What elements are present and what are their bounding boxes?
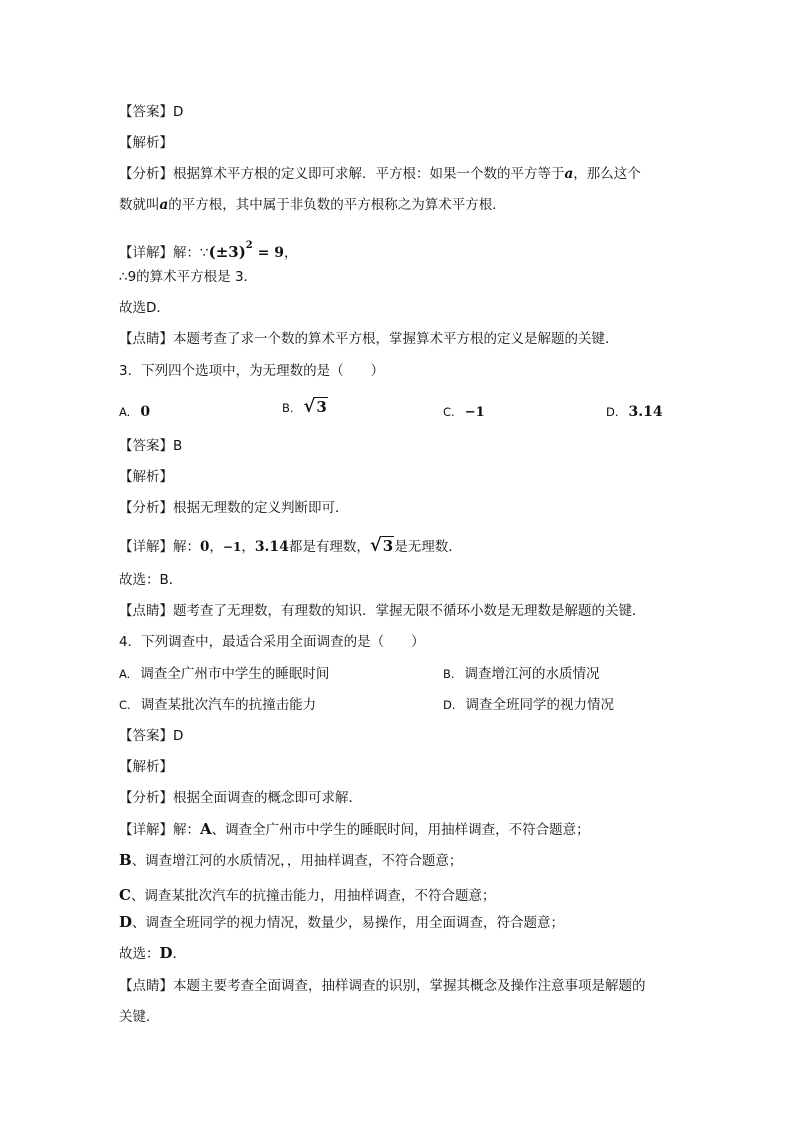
q4-comment-line-2: 关键．	[119, 1009, 160, 1025]
q2-comment: 【点睛】本题考查了求一个数的算术平方根，掌握算术平方根的定义是解题的关键．	[119, 331, 619, 347]
q4-comment-line-1: 【点睛】本题主要考查全面调查，抽样调查的识别，掌握其概念及操作注意事项是解题的	[119, 978, 646, 994]
q3-analysis: 【分析】根据无理数的定义判断即可．	[119, 500, 349, 516]
q4-question: 4．下列调查中，最适合采用全面调查的是（ ）	[119, 634, 425, 650]
q3-analysis-heading: 【解析】	[119, 469, 173, 485]
q4-analysis-heading: 【解析】	[119, 759, 173, 775]
q4-option-c: C. 调查某批次汽车的抗撞击能力	[119, 697, 317, 713]
q3-choose: 故选：B．	[119, 572, 183, 588]
sqrt-icon: √3	[369, 535, 394, 556]
q3-option-a: A. 0	[119, 404, 151, 420]
q3-option-c: C. −1	[443, 405, 485, 420]
q3-answer: 【答案】B	[119, 438, 183, 454]
q3-detail: 【详解】解：0，−1，3.14都是有理数，√3是无理数．	[119, 535, 462, 556]
q2-analysis-line-2: 数就叫a的平方根，其中属于非负数的平方根称之为算术平方根．	[119, 197, 506, 213]
q4-analysis: 【分析】根据全面调查的概念即可求解．	[119, 790, 362, 806]
sqrt-icon: √3	[303, 396, 327, 417]
q2-therefore: ∴9的算术平方根是 3．	[119, 269, 258, 285]
q4-answer: 【答案】D	[119, 728, 184, 744]
q3-option-b: B. √3	[282, 396, 327, 417]
q2-analysis-heading: 【解析】	[119, 135, 173, 151]
q4-option-a: A. 调查全广州市中学生的睡眠时间	[119, 666, 330, 682]
var-a: a	[564, 166, 574, 182]
q3-comment: 【点睛】题考查了无理数，有理数的知识．掌握无限不循环小数是无理数是解题的关键．	[119, 603, 646, 619]
var-a: a	[159, 197, 169, 213]
q4-choose: 故选：D．	[119, 944, 187, 962]
q4-detail-d: D、调查全班同学的视力情况，数量少，易操作，用全面调查，符合题意；	[119, 913, 565, 931]
q2-detail: 【详解】解：$\because(\pm 3)^2 = 9$，	[119, 240, 298, 261]
q2-answer: 【答案】D	[119, 104, 184, 120]
q2-analysis-line-1: 【分析】根据算术平方根的定义即可求解．平方根：如果一个数的平方等于a，那么这个	[119, 166, 641, 182]
q4-detail-a: 【详解】解：A、调查全广州市中学生的睡眠时间，用抽样调查，不符合题意；	[119, 820, 590, 838]
q4-detail-b: B、调查增江河的水质情况，，用抽样调查，不符合题意；	[119, 851, 463, 869]
q3-option-d: D. 3.14	[606, 404, 663, 420]
q3-question: 3．下列四个选项中，为无理数的是（ ）	[119, 363, 385, 379]
q2-choose: 故选D．	[119, 300, 170, 316]
q4-option-d: D. 调查全班同学的视力情况	[443, 697, 615, 713]
q4-option-b: B. 调查增江河的水质情况	[443, 666, 600, 682]
q4-detail-c: C、调查某批次汽车的抗撞击能力，用抽样调查，不符合题意；	[119, 886, 496, 904]
